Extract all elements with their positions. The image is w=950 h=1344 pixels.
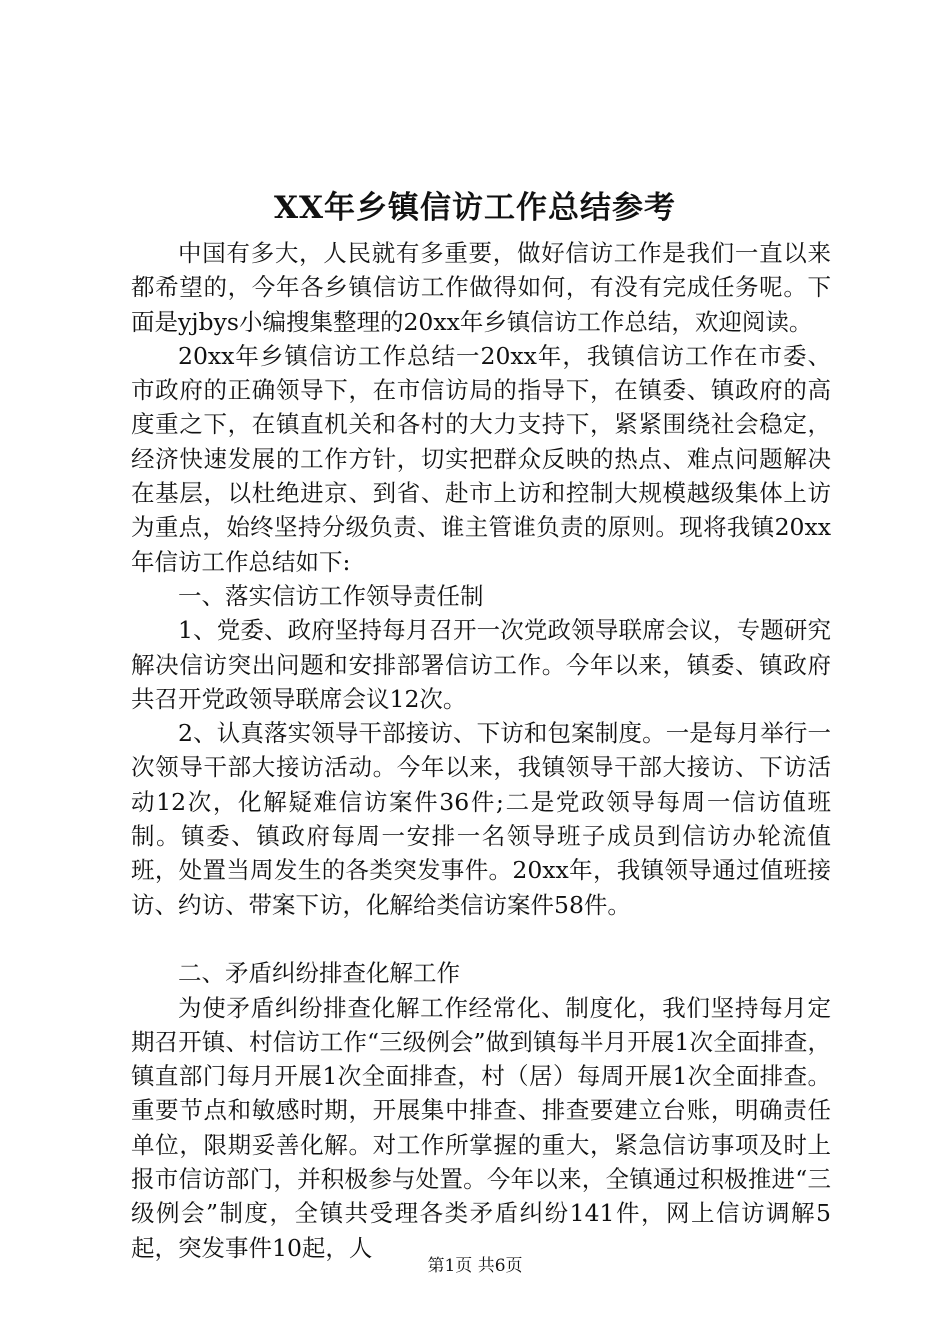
paragraph-summary-one: 20xx年乡镇信访工作总结一20xx年，我镇信访工作在市委、市政府的正确领导下，在市信访局的指导下，在镇委、镇政府的高度重之下，在镇直机关和各村的大力支持下，紧紧围绕社会稳定，经济快速发展的工作方针，切实把群众反映的热点、难点问题解决在基层，以杜绝进京、到省、赴市上访和控制大规模越级集体上访为重点，始终坚持分级负责、谁主管谁负责的原则。现将我镇20xx年信访工作总结如下:	[131, 341, 831, 576]
paragraph-intro: 中国有多大，人民就有多重要，做好信访工作是我们一直以来都希望的，今年各乡镇信访工作做得如何，有没有完成任务呢。下面是yjbys小编搜集整理的20xx年乡镇信访工作总结，欢迎阅读。	[131, 239, 831, 336]
section-heading-2: 二、矛盾纠纷排查化解工作	[178, 959, 460, 988]
page-indicator: 第1页 共6页	[427, 1256, 523, 1276]
paragraph-item-2: 2、认真落实领导干部接访、下访和包案制度。一是每月举行一次领导干部大接访活动。今年以来，我镇领导干部大接访、下访活动12次，化解疑难信访案件36件;二是党政领导每周一信访值班制。镇委、镇政府每周一安排一名领导班子成员到信访办轮流值班，处置当周发生的各类突发事件。20xx年，我镇领导通过值班接访、约访、带案下访，化解给类信访案件58件。	[131, 719, 831, 919]
section-heading-1: 一、落实信访工作领导责任制	[178, 581, 484, 610]
paragraph-dispute-resolution: 为使矛盾纠纷排查化解工作经常化、制度化，我们坚持每月定期召开镇、村信访工作“三级例会”做到镇每半月开展1次全面排查，镇直部门每月开展1次全面排查，村（居）每周开展1次全面排查。重要节点和敏感时期，开展集中排查、排查要建立台账，明确责任单位，限期妥善化解。对工作所掌握的重大，紧急信访事项及时上报市信访部门，并积极参与处置。今年以来，全镇通过积极推进“三级例会”制度，全镇共受理各类矛盾纠纷141件，网上信访调解5起，突发事件10起，人	[131, 993, 831, 1262]
document-body	[131, 236, 831, 1265]
paragraph-item-1: 1、党委、政府坚持每月召开一次党政领导联席会议，专题研究解决信访突出问题和安排部署信访工作。今年以来，镇委、镇政府共召开党政领导联席会议12次。	[131, 616, 831, 713]
document-title: XX年乡镇信访工作总结参考	[273, 190, 677, 226]
